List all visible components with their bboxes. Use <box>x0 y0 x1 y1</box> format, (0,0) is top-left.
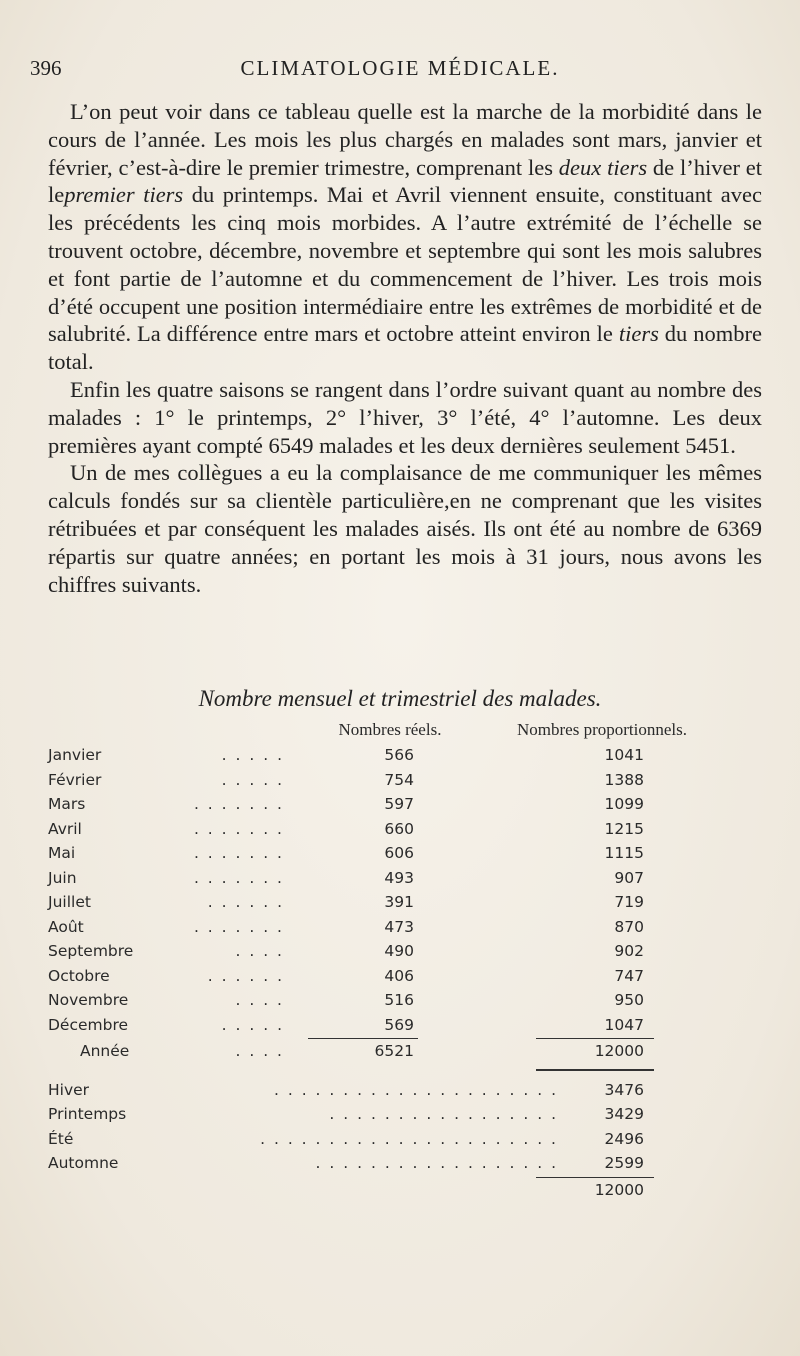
month-name: Octobre <box>48 966 110 985</box>
prop-double-rule <box>536 1069 654 1071</box>
season-value: 2496 <box>604 1129 644 1148</box>
leader-dots: . . . . . . . <box>193 844 284 862</box>
leader-dots: . . . . <box>235 942 284 960</box>
paragraph-2: Enfin les quatre saisons se rangent dans l’ordre suivant quant au nombre des malades : 1° le printemps, 2° l’hiver, 3° l’été, 4° l’automne. Les deux premières ayant compté 6549 malades et les deux dernières seulement 5451. <box>48 376 762 458</box>
month-name: Mars <box>48 795 86 813</box>
paragraph-1 <box>48 98 762 376</box>
table-row <box>48 746 768 771</box>
proportional-value: 950 <box>614 991 644 1009</box>
proportional-value: 1041 <box>604 746 644 764</box>
real-value: 660 <box>384 819 414 838</box>
month-name: Juin <box>48 868 77 887</box>
body-text <box>48 98 762 598</box>
annee-leader-dots: . . . . <box>235 1042 284 1060</box>
season-leader-dots: . . . . . . . . . . . . . . . . . . . . . . <box>260 1129 558 1148</box>
table-row <box>48 820 768 845</box>
leader-dots: . . . . <box>235 991 284 1009</box>
proportional-value: 719 <box>614 893 644 911</box>
real-value: 473 <box>384 917 414 936</box>
paragraph-1-part-c: du printemps. Mai et Avril viennent ensuite, constituant avec les précédents les cinq mois morbides. A l’autre extrémité de l’échelle se trouvent octobre, décembre, novembre et septembre qui sont les mois salubres et font partie de l’automne et du commencement de l’hiver. Les trois mois d’été occupent une position intermédiaire entre les extrêmes de morbidité et de salubrité. La différence entre mars et octobre atteint environ le <box>48 182 762 347</box>
real-value: 490 <box>384 942 414 960</box>
season-name: Hiver <box>48 1080 90 1099</box>
season-leader-dots: . . . . . . . . . . . . . . . . . . . . . <box>273 1080 558 1099</box>
season-rows <box>48 1081 768 1179</box>
real-value: 606 <box>384 844 414 862</box>
proportional-value: 1388 <box>604 770 644 789</box>
table-row <box>48 893 768 918</box>
month-name: Février <box>48 770 102 789</box>
leader-dots: . . . . . <box>221 770 284 789</box>
real-total-rule <box>308 1038 418 1039</box>
season-total-rule <box>536 1177 654 1178</box>
month-name: Juillet <box>48 893 91 911</box>
emphasis-premier-tiers: premier tiers <box>64 182 184 208</box>
season-leader-dots: . . . . . . . . . . . . . . . . . <box>329 1105 558 1123</box>
annee-prop-value: 12000 <box>594 1042 644 1060</box>
annee-double-rule <box>48 1067 768 1081</box>
column-header-real: Nombres réels. <box>338 720 442 739</box>
table-row <box>48 869 768 894</box>
real-value: 493 <box>384 868 414 887</box>
paragraph-1-part-b: de l’hiver et le <box>48 154 762 208</box>
paragraph-1-part-d: du nombre total. <box>48 321 762 375</box>
month-name: Avril <box>48 819 82 838</box>
month-name: Novembre <box>48 991 129 1009</box>
month-name: Mai <box>48 844 76 862</box>
page-number: 396 <box>30 56 62 80</box>
month-rows <box>48 746 768 1040</box>
season-total-row <box>48 1181 768 1207</box>
annee-real-value: 6521 <box>374 1042 414 1060</box>
season-leader-dots: . . . . . . . . . . . . . . . . . . <box>315 1154 558 1172</box>
table-row <box>48 1016 768 1041</box>
proportional-value: 1047 <box>604 1015 644 1034</box>
season-value: 2599 <box>604 1154 644 1172</box>
leader-dots: . . . . . . <box>207 966 284 985</box>
month-name: Décembre <box>48 1015 129 1034</box>
season-row <box>48 1081 768 1106</box>
table-title: Nombre mensuel et trimestriel des malades. <box>198 686 602 711</box>
running-head: CLIMATOLOGIE MÉDICALE. <box>240 56 560 80</box>
proportional-value: 1215 <box>604 819 644 838</box>
paragraph-1-part-a: L’on peut voir dans ce tableau quelle est la marche de la morbidité dans le cours de l’année. Les mois les plus chargés en malades sont mars, janvier et février, c’est-à-dire le premier trimestre, comprenant les <box>48 99 762 180</box>
leader-dots: . . . . . . . <box>193 819 284 838</box>
table-header <box>48 720 768 746</box>
leader-dots: . . . . . <box>221 1015 284 1034</box>
season-name: Été <box>48 1129 74 1148</box>
season-name: Automne <box>48 1154 119 1172</box>
leader-dots: . . . . . . . <box>193 795 284 813</box>
table-row <box>48 771 768 796</box>
emphasis-deux-tiers: deux tiers <box>558 154 648 180</box>
proportional-value: 870 <box>614 917 644 936</box>
table-row <box>48 795 768 820</box>
column-header-proportional: Nombres proportionnels. <box>517 720 687 739</box>
month-name: Août <box>48 917 84 936</box>
paragraph-3: Un de mes collègues a eu la complaisance de me communiquer les mêmes calculs fondés sur sa clientèle particulière,en ne comprenant que les visites rétribuées et par conséquent les malades aisés. Ils ont été au nombre de 6369 répartis sur quatre années; en portant les mois à 31 jours, nous avons les chiffres suivants. <box>48 460 762 597</box>
leader-dots: . . . . . . . <box>193 917 284 936</box>
table-row-annee <box>48 1042 768 1067</box>
real-value: 566 <box>384 746 414 764</box>
season-name: Printemps <box>48 1105 127 1123</box>
annee-label: Année <box>80 1042 130 1060</box>
proportional-value: 1115 <box>604 844 644 862</box>
prop-total-rule <box>536 1038 654 1039</box>
real-value: 569 <box>384 1015 414 1034</box>
table-row <box>48 967 768 992</box>
page-header <box>30 56 770 90</box>
season-row <box>48 1105 768 1130</box>
leader-dots: . . . . . . . <box>193 868 284 887</box>
morbidity-table <box>48 720 768 1207</box>
real-value: 754 <box>384 770 414 789</box>
proportional-value: 907 <box>614 868 644 887</box>
table-row <box>48 918 768 943</box>
real-value: 391 <box>384 893 414 911</box>
season-row <box>48 1154 768 1179</box>
table-row <box>48 844 768 869</box>
season-row <box>48 1130 768 1155</box>
season-value: 3429 <box>604 1105 644 1123</box>
month-name: Septembre <box>48 942 134 960</box>
season-total-value: 12000 <box>594 1180 644 1199</box>
leader-dots: . . . . . . <box>207 893 284 911</box>
leader-dots: . . . . . <box>221 746 284 764</box>
month-name: Janvier <box>48 746 102 764</box>
real-value: 597 <box>384 795 414 813</box>
real-value: 516 <box>384 991 414 1009</box>
table-row <box>48 942 768 967</box>
proportional-value: 747 <box>614 966 644 985</box>
real-value: 406 <box>384 966 414 985</box>
season-value: 3476 <box>604 1080 644 1099</box>
proportional-value: 902 <box>614 942 644 960</box>
table-row <box>48 991 768 1016</box>
proportional-value: 1099 <box>604 795 644 813</box>
emphasis-tiers: tiers <box>618 321 659 347</box>
